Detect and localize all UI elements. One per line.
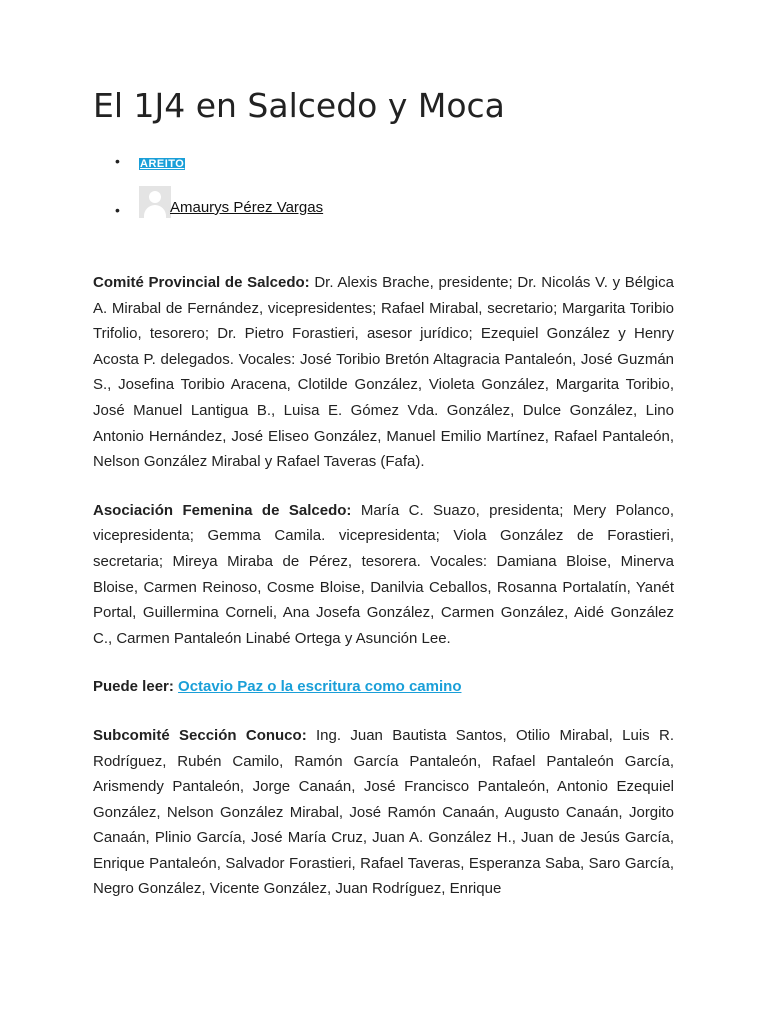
paragraph-label: Asociación Femenina de Salcedo: (93, 501, 352, 519)
paragraph-subcomite-conuco (93, 723, 674, 902)
author-link[interactable]: Amaurys Pérez Vargas (170, 199, 324, 216)
read-more-link[interactable]: Octavio Paz o la escritura como camino (178, 678, 462, 696)
read-more-label: Puede leer: (93, 678, 174, 696)
bullet-icon: • (115, 202, 120, 218)
category-item (93, 150, 323, 174)
paragraph-comite-provincial (93, 270, 674, 475)
paragraph-text: Ing. Juan Bautista Santos, Otilio Mirabal, Luis R. Rodríguez, Rubén Camilo, Ramón García Pantaleón, Rafael Pantaleón García, Arismendy Pantaleón, Jorge Canaán, José Francisco Pantaleón, Antonio Ezequiel González, Nelson González Mirabal, José Ramón Canaán, Augusto Canaán, Jorgito Canaán, Plinio García, José María Cruz, Juan A. González H., Juan de Jesús García, Enrique Pantaleón, Salvador Forastieri, Rafael Taveras, Esperanza Saba, Saro García, Negro González, Vicente González, Juan Rodríguez, Enrique (93, 726, 674, 898)
paragraph-text: María C. Suazo, presidenta; Mery Polanco, vicepresidenta; Gemma Camila. vicepresidenta; Viola González de Forastieri, secretaria; Mireya Miraba de Pérez, tesorera. Vocales: Damiana Bloise, Minerva Bloise, Carmen Reinoso, Cosme Bloise, Danilvia Ceballos, Rosanna Portalatín, Yanét Portal, Guillermina Corneli, Ana Josefa González, Carmen González, Aidé González C., Carmen Pantaleón Linabé Ortega y Asunción Lee. (93, 501, 674, 647)
read-more (93, 674, 674, 700)
category-link[interactable]: AREITO (140, 158, 185, 170)
article-title: El 1J4 en Salcedo y Moca (93, 86, 505, 125)
bullet-icon: • (115, 153, 120, 169)
article-meta-list (93, 150, 323, 218)
author-item (93, 186, 323, 218)
paragraph-text: Dr. Alexis Brache, presidente; Dr. Nicolás V. y Bélgica A. Mirabal de Fernández, vicepresidentes; Rafael Mirabal, secretario; Margarita Toribio Trifolio, tesorero; Dr. Pietro Forastieri, asesor jurídico; Ezequiel González y Henry Acosta P. delegados. Vocales: José Toribio Bretón Altagracia Pantaleón, José Guzmán S., Josefina Toribio Aracena, Clotilde González, Violeta González, Margarita Toribio, José Manuel Lantigua B., Luisa E. Gómez Vda. González, Dulce González, Lino Antonio Hernández, José Eliseo González, Manuel Emilio Martínez, Rafael Pantaleón, Nelson González Mirabal y Rafael Taveras (Fafa). (93, 274, 674, 471)
paragraph-label: Subcomité Sección Conuco: (93, 726, 307, 744)
paragraph-asociacion-femenina (93, 498, 674, 652)
user-avatar-icon (139, 186, 171, 218)
article-body (93, 270, 674, 925)
paragraph-label: Comité Provincial de Salcedo: (93, 274, 310, 291)
